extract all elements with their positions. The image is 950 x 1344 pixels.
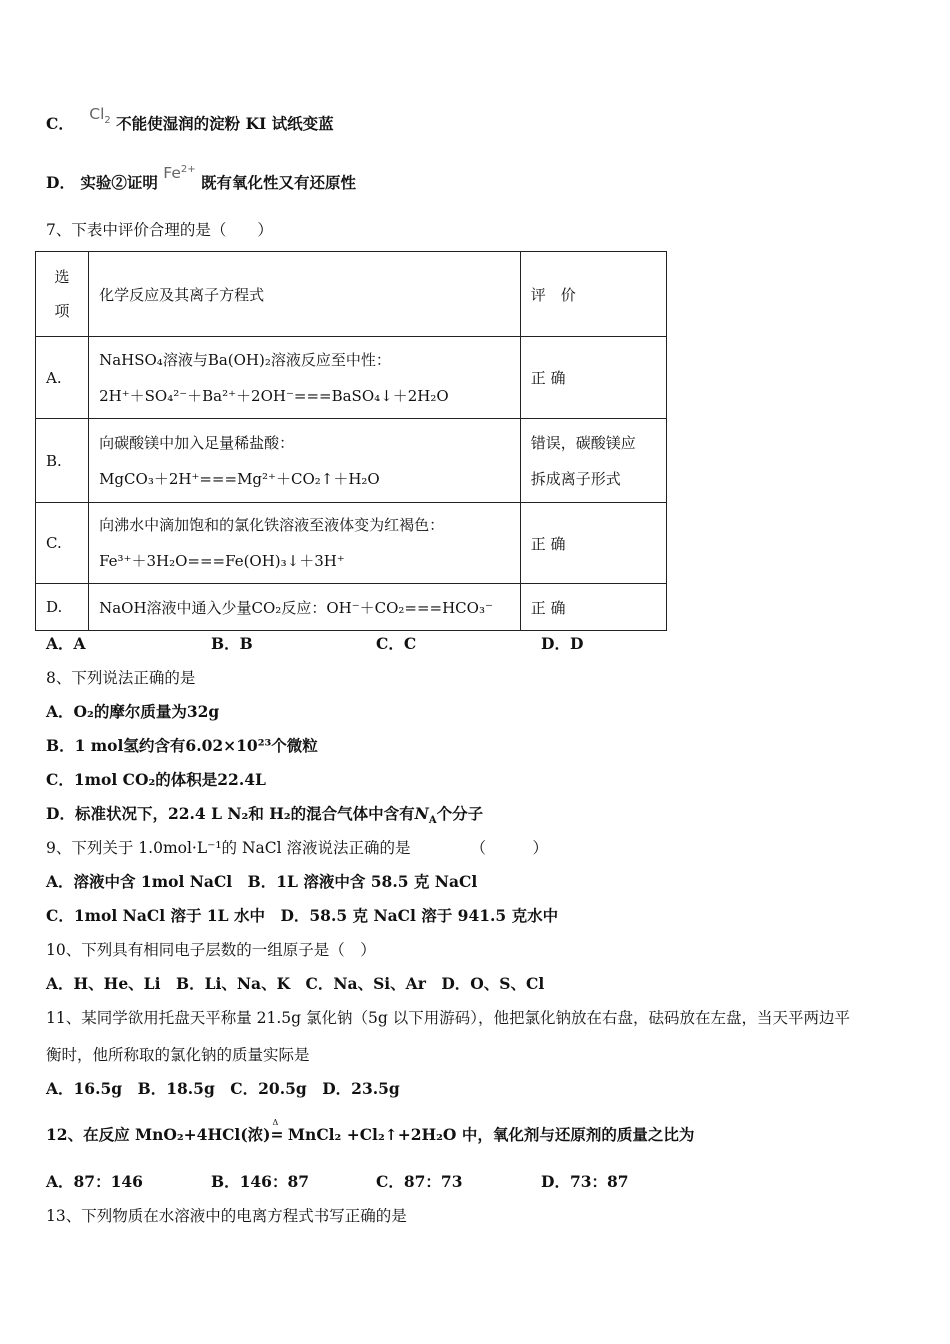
q11-options: A．16.5g B．18.5g C．20.5g D．23.5g [46, 1079, 400, 1098]
option-c: C．C [376, 634, 417, 653]
option-d: D．D [541, 634, 584, 653]
q13-stem: 13、下列物质在水溶液中的电离方程式书写正确的是 [46, 1207, 407, 1225]
q7-options [46, 633, 583, 655]
row-option: B. [36, 419, 89, 503]
option-text: 不能使湿润的淀粉 KI 试纸变蓝 [116, 114, 334, 133]
row-evaluation: 正 确 [520, 503, 666, 584]
q10-options: A．H、He、Li B．Li、Na、K C．Na、Si、Ar D．O、S、Cl [46, 974, 545, 993]
row-reaction: NaOH溶液中通入少量CO₂反应：OH⁻＋CO₂===HCO₃⁻ [89, 584, 521, 631]
option-c: C．87：73 [376, 1172, 463, 1191]
q12-stem: 12、在反应 MnO₂+4HCl(浓) Δ = MnCl₂ +Cl₂↑+2H₂O 中，氧化剂与还原剂的质量之比为 [46, 1124, 694, 1146]
option-b: B．146：87 [211, 1172, 310, 1191]
q9-stem: 9、下列关于 1.0mol·L⁻¹的 NaCl 溶液说法正确的是 （ ） [46, 839, 549, 857]
q8-stem: 8、下列说法正确的是 [46, 669, 196, 687]
table-row [36, 584, 667, 631]
q8-option-d: D．标准状况下，22.4 L N₂和 H₂的混合气体中含有$N_A$个分子 [46, 804, 484, 827]
option-text: 实验②证明 [80, 173, 158, 192]
row-option: D. [36, 584, 89, 631]
row-reaction: 向碳酸镁中加入足量稀盐酸： MgCO₃＋2H⁺===Mg²⁺＋CO₂↑＋H₂O [89, 419, 521, 503]
row-option: A. [36, 337, 89, 419]
fe2-ion-image: $Fe^{2+}$ [163, 163, 196, 182]
row-option: C. [36, 503, 89, 584]
header-option: 选 项 [36, 252, 89, 337]
table-header-row [36, 252, 667, 337]
table-row [36, 419, 667, 503]
q7-stem: 7、下表中评价合理的是（ ） [46, 221, 273, 239]
q6-option-c [46, 105, 334, 135]
option-a: A．A [46, 634, 86, 653]
q10-stem: 10、下列具有相同电子层数的一组原子是（ ） [46, 941, 376, 959]
q8-option-b: B．1 mol氢约含有6.02×10²³个微粒 [46, 736, 318, 755]
table-row [36, 337, 667, 419]
row-evaluation: 正 确 [520, 584, 666, 631]
row-evaluation: 错误，碳酸镁应 拆成离子形式 [520, 419, 666, 503]
cl2-formula-image: $Cl_2$ [89, 105, 111, 127]
option-label: C． [46, 114, 74, 133]
q11-stem-line2: 衡时，他所称取的氯化钠的质量实际是 [46, 1046, 310, 1064]
q9-options-line1: A．溶液中含 1mol NaCl B．1L 溶液中含 58.5 克 NaCl [46, 872, 478, 891]
row-reaction: 向沸水中滴加饱和的氯化铁溶液至液体变为红褐色： Fe³⁺＋3H₂O===Fe(OH)₃↓＋3H⁺ [89, 503, 521, 584]
option-a: A．87：146 [46, 1172, 143, 1191]
q9-options-line2: C．1mol NaCl 溶于 1L 水中 D．58.5 克 NaCl 溶于 941.5 克水中 [46, 906, 559, 925]
row-reaction: NaHSO₄溶液与Ba(OH)₂溶液反应至中性： 2H⁺＋SO₄²⁻＋Ba²⁺＋2OH⁻===BaSO₄↓＋2H₂O [89, 337, 521, 419]
q6-option-d [46, 163, 357, 194]
table-row [36, 503, 667, 584]
q7-table [35, 251, 667, 631]
option-label: D． [46, 173, 75, 192]
q11-stem-line1: 11、某同学欲用托盘天平称量 21.5g 氯化钠（5g 以下用游码），他把氯化钠放在右盘，砝码放在左盘，当天平两边平 [46, 1009, 850, 1027]
option-text-after: 既有氧化性又有还原性 [201, 173, 357, 192]
q12-options [46, 1171, 629, 1193]
option-d: D．73：87 [541, 1172, 629, 1191]
row-evaluation: 正 确 [520, 337, 666, 419]
header-reaction: 化学反应及其离子方程式 [89, 252, 521, 337]
q8-option-a: A．O₂的摩尔质量为32g [46, 702, 220, 721]
q8-option-c: C．1mol CO₂的体积是22.4L [46, 770, 266, 789]
option-b: B．B [211, 634, 253, 653]
header-evaluation: 评 价 [520, 252, 666, 337]
heat-symbol: Δ [272, 1118, 279, 1127]
